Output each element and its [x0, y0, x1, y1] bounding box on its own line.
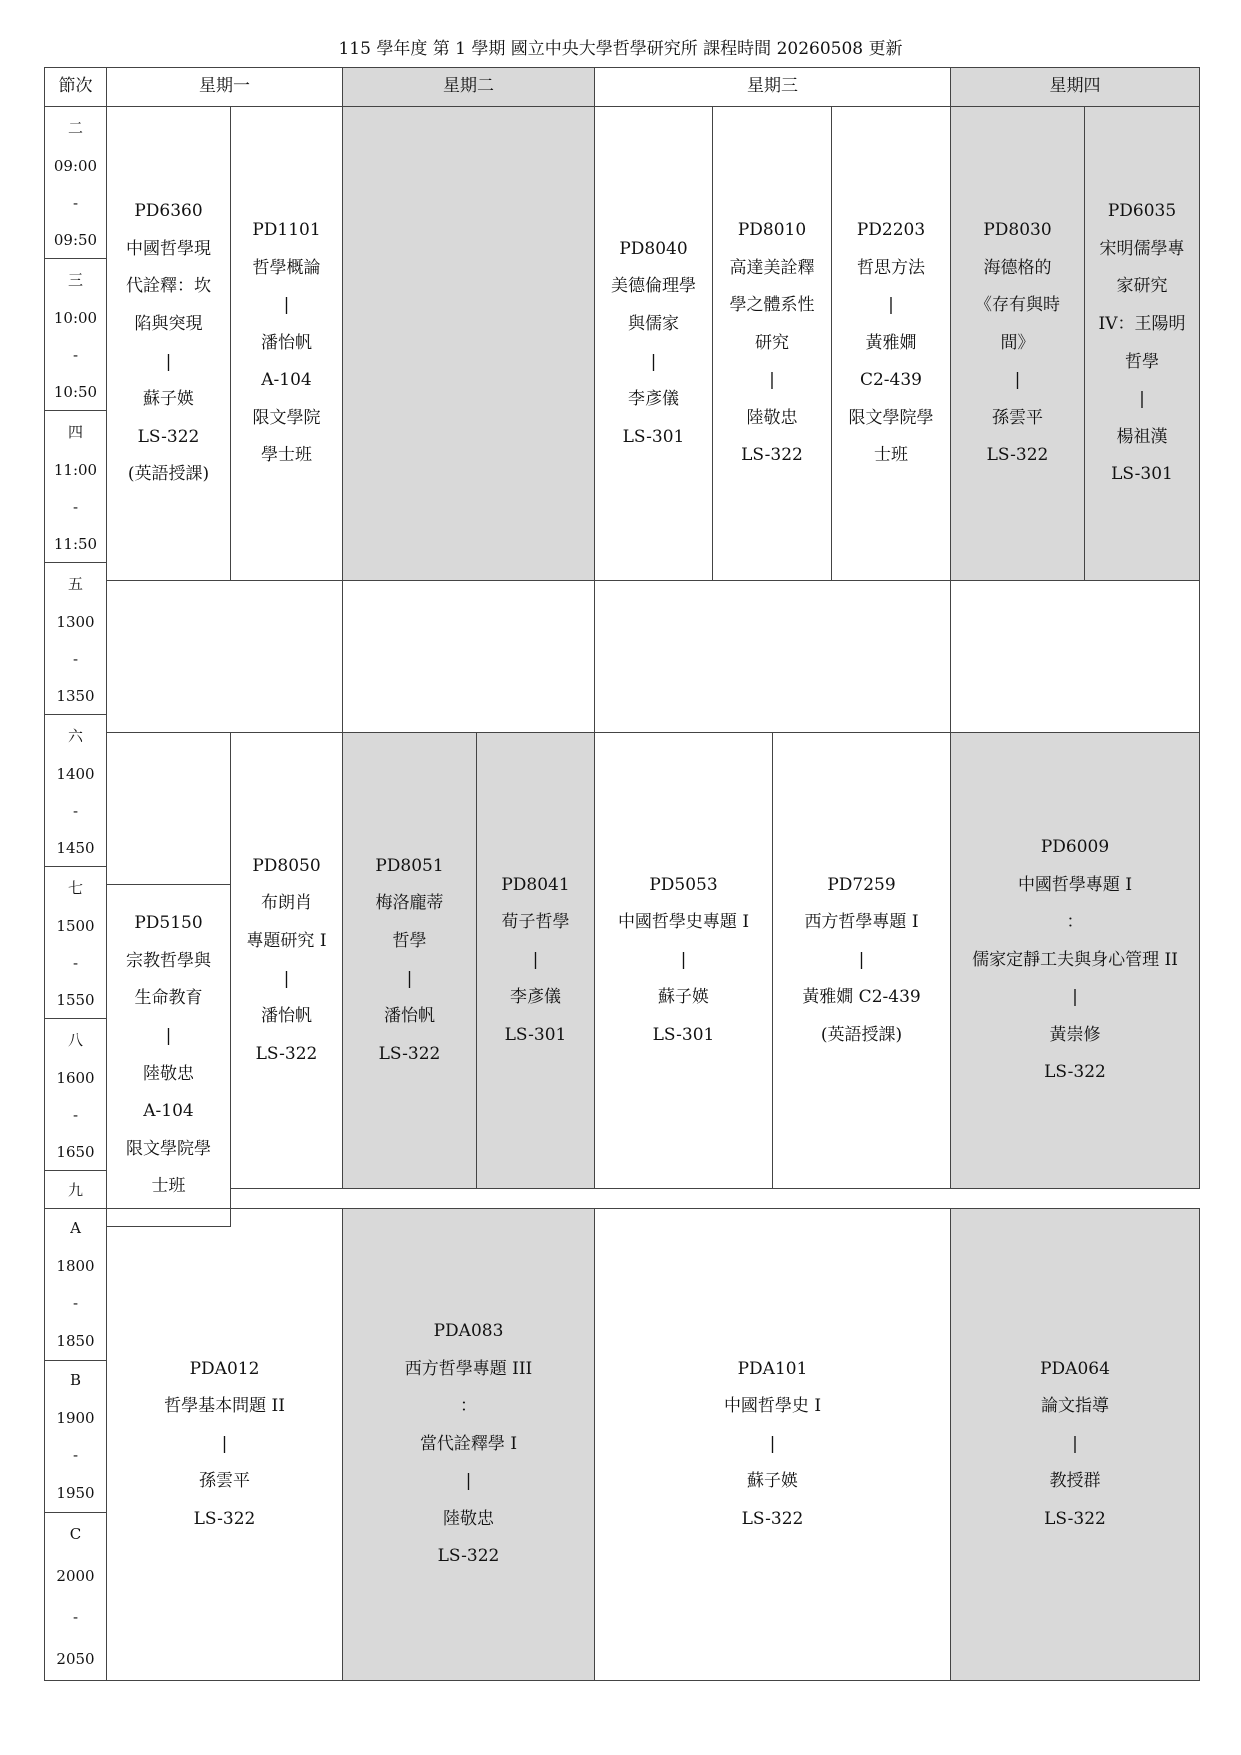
course-cell: PD6035 宋明儒學專 家研究 IV：王陽明 哲學 | 楊祖漢 LS-301 — [1084, 106, 1200, 581]
empty-cell — [106, 732, 231, 885]
course-cell: PD1101 哲學概論 | 潘怡帆 A-104 限文學院 學士班 — [230, 106, 343, 581]
header-thu: 星期四 — [950, 67, 1200, 107]
course-cell: PD8051 梅洛龐蒂 哲學 | 潘怡帆 LS-322 — [342, 732, 477, 1189]
page-title: 115 學年度 第 1 學期 國立中央大學哲學研究所 課程時間 20260508 更新 — [338, 39, 903, 59]
period-cell: 五 1300 - 1350 — [44, 562, 107, 715]
period-cell: 八 1600 - 1650 — [44, 1018, 107, 1171]
period-cell: 四 11:00 - 11:50 — [44, 410, 107, 563]
empty-cell — [106, 580, 343, 733]
course-cell: PD8030 海德格的 《存有與時 間》 | 孫雲平 LS-322 — [950, 106, 1085, 581]
course-cell: PD6360 中國哲學現 代詮釋：坎 陷與突現 | 蘇子媖 LS-322 (英語授課) — [106, 106, 231, 581]
course-cell: PD2203 哲思方法 | 黃雅嫺 C2-439 限文學院學 士班 — [831, 106, 951, 581]
empty-cell — [342, 580, 595, 733]
course-cell: PD5150 宗教哲學與 生命教育 | 陸敬忠 A-104 限文學院學 士班 — [106, 884, 231, 1227]
header-period: 節次 — [44, 67, 107, 107]
course-cell: PDA083 西方哲學專題 III ： 當代詮釋學 I | 陸敬忠 LS-322 — [342, 1208, 595, 1681]
course-cell: PD5053 中國哲學史專題 I | 蘇子媖 LS-301 — [594, 732, 773, 1189]
course-cell: PD8050 布朗肖 專題研究 I | 潘怡帆 LS-322 — [230, 732, 343, 1189]
course-cell: PDA012 哲學基本問題 II | 孫雲平 LS-322 — [106, 1208, 343, 1681]
schedule-table — [44, 67, 1200, 1681]
course-cell: PD7259 西方哲學專題 I | 黃雅嫺 C2-439 (英語授課) — [772, 732, 951, 1189]
header-mon: 星期一 — [106, 67, 343, 107]
period-cell: A 1800 - 1850 — [44, 1208, 107, 1361]
course-cell: PDA064 論文指導 | 教授群 LS-322 — [950, 1208, 1200, 1681]
course-cell: PD6009 中國哲學專題 I ： 儒家定靜工夫與身心管理 II | 黃崇修 LS-322 — [950, 732, 1200, 1189]
period-cell: B 1900 - 1950 — [44, 1360, 107, 1513]
period-cell: C 2000 - 2050 — [44, 1512, 107, 1681]
empty-cell — [950, 580, 1200, 733]
header-tue: 星期二 — [342, 67, 595, 107]
empty-cell — [342, 106, 595, 581]
period-cell: 二 09:00 - 09:50 — [44, 106, 107, 259]
course-cell: PD8010 高達美詮釋 學之體系性 研究 | 陸敬忠 LS-322 — [712, 106, 832, 581]
period-cell: 六 1400 - 1450 — [44, 714, 107, 867]
period-cell: 三 10:00 - 10:50 — [44, 258, 107, 411]
period-cell: 九 — [44, 1170, 107, 1209]
header-wed: 星期三 — [594, 67, 951, 107]
period-cell: 七 1500 - 1550 — [44, 866, 107, 1019]
course-cell: PD8040 美德倫理學 與儒家 | 李彥儀 LS-301 — [594, 106, 713, 581]
empty-cell — [594, 580, 951, 733]
course-cell: PD8041 荀子哲學 | 李彥儀 LS-301 — [476, 732, 595, 1189]
course-cell: PDA101 中國哲學史 I | 蘇子媖 LS-322 — [594, 1208, 951, 1681]
